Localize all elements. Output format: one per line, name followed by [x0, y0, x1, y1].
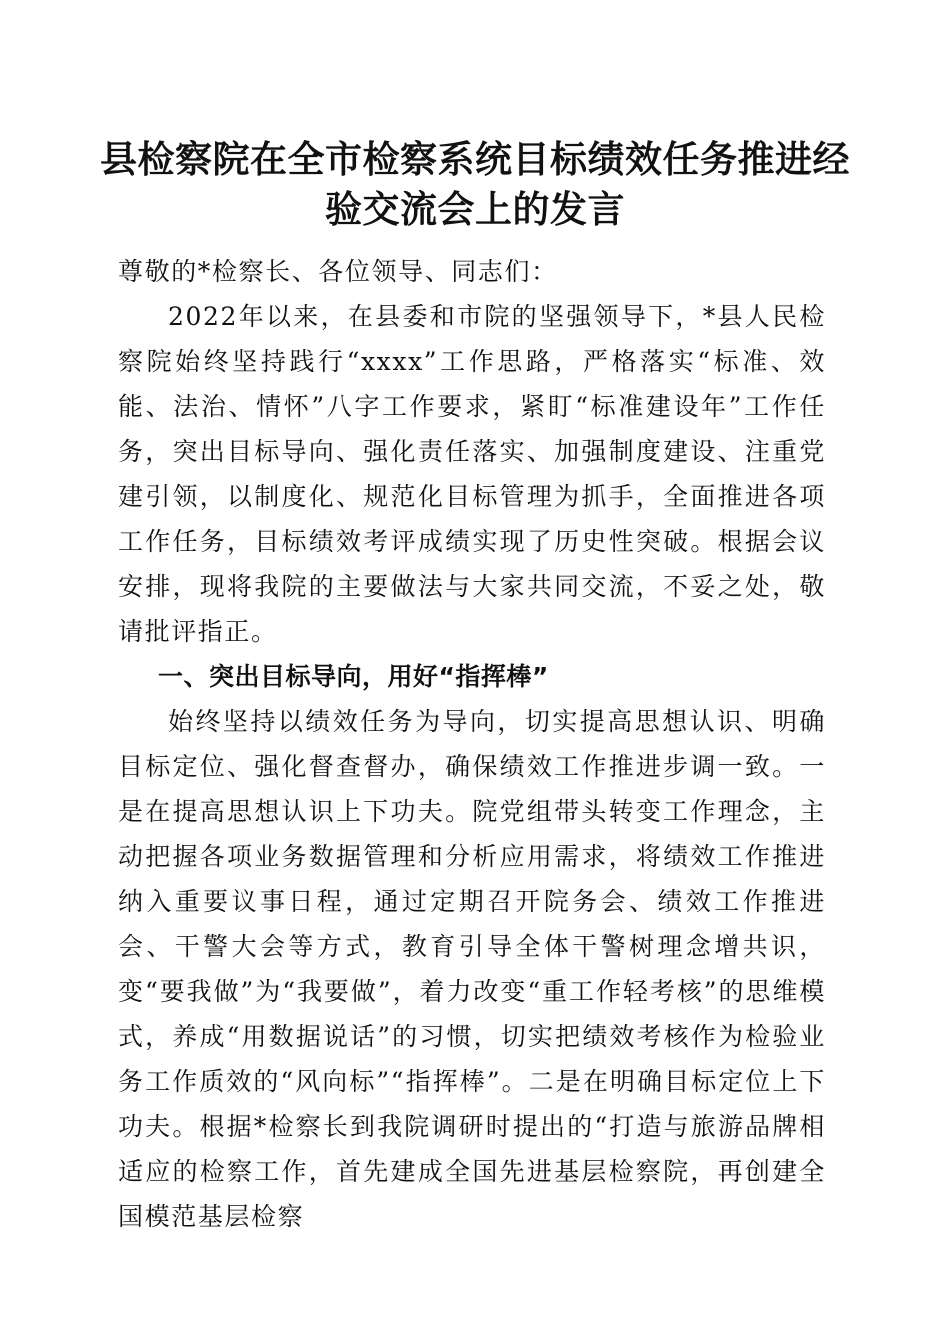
paragraph-intro: 2022年以来，在县委和市院的坚强领导下，*县人民检察院始终坚持践行“xxxx”工作思路，严格落实“标准、效能、法治、情怀”八字工作要求，紧盯“标准建设年”工作任务，突出目标导向、强化责任落实、加强制度建设、注重党建引领，以制度化、规范化目标管理为抓手，全面推进各项工作任务，目标绩效考评成绩实现了历史性突破。根据会议安排，现将我院的主要做法与大家共同交流，不妥之处，敬请批评指正。 [118, 302, 826, 646]
section-heading: 一、突出目标导向，用好“指挥棒” [158, 662, 549, 691]
document-title: 县检察院在全市检察系统目标绩效任务推进经验交流会上的发言 [100, 137, 850, 231]
paragraph-section-1: 始终坚持以绩效任务为导向，切实提高思想认识、明确目标定位、强化督查督办，确保绩效工作推进步调一致。一是在提高思想认识上下功夫。院党组带头转变工作理念，主动把握各项业务数据管理和分析应用需求，将绩效工作推进纳入重要议事日程，通过定期召开院务会、绩效工作推进会、干警大会等方式，教育引导全体干警树理念增共识，变“要我做”为“我要做”，着力改变“重工作轻考核”的思维模式，养成“用数据说话”的习惯，切实把绩效考核作为检验业务工作质效的“风向标”“指挥棒”。二是在明确目标定位上下功夫。根据*检察长到我院调研时提出的“打造与旅游品牌相适应的检察工作，首先建成全国先进基层检察院，再创建全国模范基层检察 [118, 707, 826, 1231]
document-body [118, 249, 826, 1239]
salutation: 尊敬的*检察长、各位领导、同志们： [118, 257, 558, 286]
